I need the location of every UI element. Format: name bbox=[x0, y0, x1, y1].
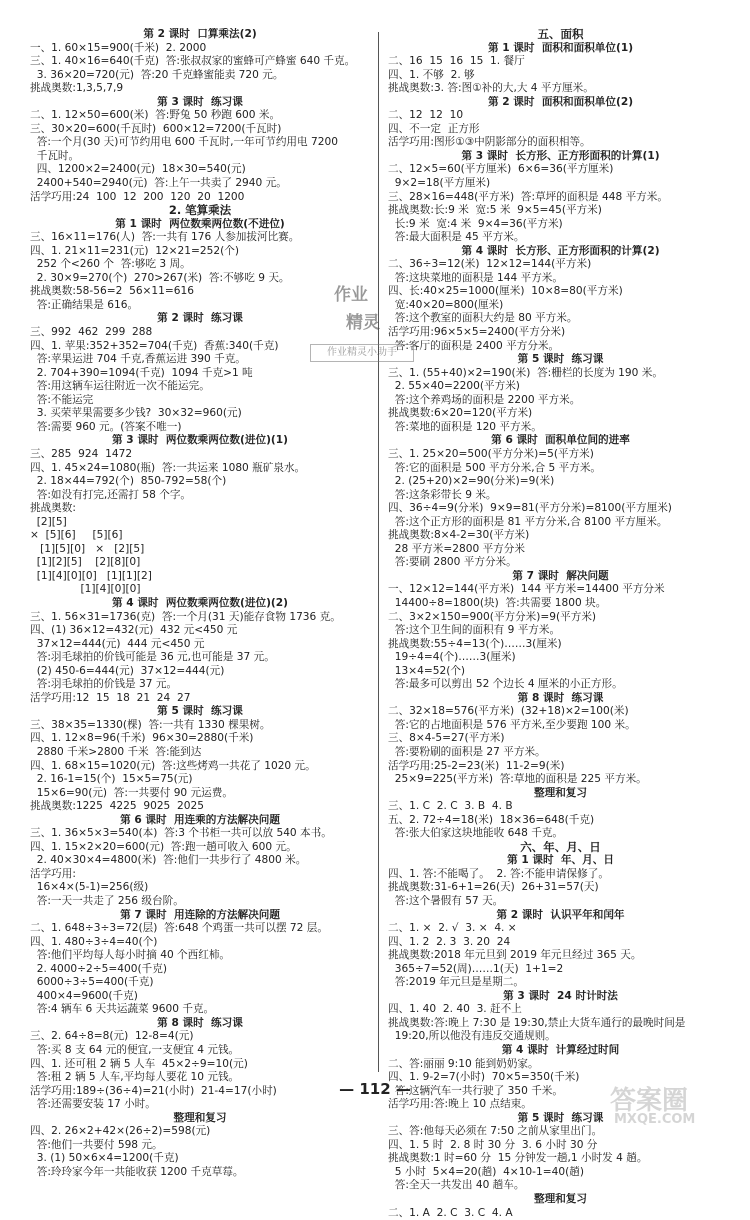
left-line: 答:他们一共要付 598 元。 bbox=[30, 1138, 163, 1151]
right-line: 二、12 12 10 bbox=[388, 109, 464, 122]
left-line: 四、1. 21×11=231(元) 12×21=252(个) bbox=[30, 244, 239, 257]
right-line: 答:这个正方形的面积是 81 平方分米,合 8100 平方厘米。 bbox=[388, 515, 668, 528]
left-line: 第 3 课时 练习课 bbox=[157, 95, 243, 108]
right-line: 19÷4=4(个)……3(厘米) bbox=[388, 651, 516, 664]
right-line: 挑战奥数:答:晚上 7:30 是 19:30,禁止大货车通行的最晚时间是 bbox=[388, 1016, 686, 1029]
left-line: 三、992 462 299 288 bbox=[30, 326, 153, 339]
left-line: 答:羽毛球拍的价钱可能是 36 元,也可能是 37 元。 bbox=[30, 651, 275, 664]
stamp-band: 作业精灵小助手 bbox=[310, 344, 414, 362]
right-line: 四、36÷4=9(分米) 9×9=81(平方分米)=8100(平方厘米) bbox=[388, 502, 672, 515]
stamp-logo bbox=[296, 278, 426, 366]
right-line: 宽:40×20=800(厘米) bbox=[388, 298, 504, 311]
right-line: 答:这块菜地的面积是 144 平方米。 bbox=[388, 271, 563, 284]
right-line: 二、3×2×150=900(平方分米)=9(平方米) bbox=[388, 610, 597, 623]
left-line: 活学巧用:189÷(36÷4)=21(小时) 21-4=17(小时) bbox=[30, 1084, 277, 1097]
right-line: 19:20,所以他没有违反交通规则。 bbox=[388, 1030, 556, 1043]
right-line: 365÷7=52(周)……1(天) 1+1=2 bbox=[388, 962, 564, 975]
left-line: 答:需要 960 元。(答案不唯一) bbox=[30, 420, 182, 433]
right-line: 挑战奥数:长:9 米 宽:5 米 9×5=45(平方米) bbox=[388, 204, 602, 217]
watermark-sub: MXQE.COM bbox=[614, 1112, 696, 1127]
right-line: 答:这个养鸡场的面积是 2200 平方米。 bbox=[388, 393, 581, 406]
right-line: 挑战奥数:2018 年元旦到 2019 年元旦经过 365 天。 bbox=[388, 949, 642, 962]
right-line: 第 7 课时 解决问题 bbox=[512, 569, 609, 582]
puzzle-line: [1][5][0] × [2][5] bbox=[30, 542, 145, 555]
left-line: (2) 450-6=444(元) 37×12=444(元) bbox=[30, 664, 225, 677]
right-line: 四、1. 5 时 2. 8 时 30 分 3. 6 小时 30 分 bbox=[388, 1138, 598, 1151]
left-line: 2. 704+390=1094(千克) 1094 千克>1 吨 bbox=[30, 366, 253, 379]
right-line: 答:要刷 2800 平方分米。 bbox=[388, 556, 517, 569]
left-line: 四、1. 12×8=96(千米) 96×30=2880(千米) bbox=[30, 732, 254, 745]
right-line: 第 2 课时 认识平年和闰年 bbox=[496, 908, 625, 921]
watermark-main: 答案圈 bbox=[610, 1086, 689, 1116]
right-line: 28 平方米=2800 平方分米 bbox=[388, 542, 525, 555]
right-line: 四、1. 2 2. 3 3. 20 24 bbox=[388, 935, 511, 948]
right-line: 挑战奥数:6×20=120(平方米) bbox=[388, 407, 533, 420]
left-line: 答:用这辆车运往附近一次不能运完。 bbox=[30, 380, 210, 393]
right-line: 五、2. 72÷4=18(米) 18×36=648(千克) bbox=[388, 813, 595, 826]
right-line: 活学巧用:图形①③中阴影部分的面积相等。 bbox=[388, 136, 591, 149]
right-line: 第 5 课时 练习课 bbox=[517, 353, 604, 366]
right-line: 挑战奥数:31-6+1=26(天) 26+31=57(天) bbox=[388, 881, 599, 894]
right-line: 答:张大伯家这块地能收 648 千克。 bbox=[388, 827, 563, 840]
left-line: 活学巧用:12 15 18 21 24 27 bbox=[30, 691, 191, 704]
left-line: 第 2 课时 口算乘法(2) bbox=[143, 28, 257, 40]
left-line: 第 7 课时 用连除的方法解决问题 bbox=[120, 908, 280, 921]
left-line: 答:正确结果是 616。 bbox=[30, 298, 139, 311]
puzzle-line: [1][4][0][0] [1][1][2] bbox=[30, 569, 152, 582]
right-line: 挑战奥数:55÷4=13(个)……3(厘米) bbox=[388, 637, 562, 650]
left-line: 答:苹果运进 704 千克,香蕉运进 390 千克。 bbox=[30, 353, 246, 366]
left-line: 15×6=90(元) 答:一共要付 90 元运费。 bbox=[30, 786, 233, 799]
left-line: 第 1 课时 两位数乘两位数(不进位) bbox=[115, 217, 285, 230]
left-line: 答:租 2 辆 5 人车,平均每人要花 10 元钱。 bbox=[30, 1071, 240, 1084]
right-line: 第 2 课时 面积和面积单位(2) bbox=[487, 95, 634, 108]
right-line: 四、1. 40 2. 40 3. 赶不上 bbox=[388, 1003, 522, 1016]
right-line: 六、年、月、日 bbox=[520, 840, 601, 854]
left-line: 2. 30×9=270(个) 270>267(米) 答:不够吃 9 天。 bbox=[30, 271, 290, 284]
left-line: 3. 买荣苹果需要多少钱? 30×32=960(元) bbox=[30, 407, 242, 420]
right-line: 答:这条彩带长 9 米。 bbox=[388, 488, 497, 501]
left-line: 二、1. 12×50=600(米) 答:野兔 50 秒跑 600 米。 bbox=[30, 109, 281, 122]
left-line: 挑战奥数:1225 4225 9025 2025 bbox=[30, 800, 204, 813]
right-line: 四、长:40×25=1000(厘米) 10×8=80(平方米) bbox=[388, 285, 623, 298]
left-line: 活学巧用: bbox=[30, 867, 76, 880]
right-line: 三、8×4-5=27(平方米) bbox=[388, 732, 505, 745]
left-line: 第 5 课时 练习课 bbox=[157, 705, 243, 718]
right-line: 第 8 课时 练习课 bbox=[517, 691, 604, 704]
left-line: 挑战奥数:58-56=2 56×11=616 bbox=[30, 285, 195, 298]
right-line: 答:最多可以剪出 52 个边长 4 厘米的小正方形。 bbox=[388, 678, 623, 691]
left-line: 2. 40×30×4=4800(米) 答:他们一共步行了 4800 米。 bbox=[30, 854, 307, 867]
left-line: 二、1. 648÷3÷3=72(层) 答:648 个鸡蛋一共可以摆 72 层。 bbox=[30, 922, 328, 935]
left-line: 第 8 课时 练习课 bbox=[157, 1016, 243, 1029]
left-line: 挑战奥数: bbox=[30, 502, 76, 515]
right-line: 活学巧用:96×5×5=2400(平方分米) bbox=[388, 326, 566, 339]
left-line: 2. 16-1=15(个) 15×5=75(元) bbox=[30, 773, 193, 786]
right-line: 二、16 15 16 15 1. 餐厅 bbox=[388, 55, 525, 68]
left-line: 第 4 课时 两位数乘两位数(进位)(2) bbox=[112, 596, 288, 609]
left-line: 千瓦时。 bbox=[30, 149, 80, 162]
right-line: 二、1. × 2. √ 3. × 4. × bbox=[388, 922, 517, 935]
left-line: 三、38×35=1330(棵) 答:一共有 1330 棵果树。 bbox=[30, 718, 271, 731]
right-line: 答:最大面积是 45 平方米。 bbox=[388, 231, 525, 244]
left-line: 三、16×11=176(人) 答:一共有 176 人参加拔河比赛。 bbox=[30, 231, 300, 244]
right-line: 答:这个暑假有 57 天。 bbox=[388, 895, 504, 907]
left-line: 2400+540=2940(元) 答:上午一共卖了 2940 元。 bbox=[30, 177, 287, 190]
right-line: 第 3 课时 长方形、正方形面积的计算(1) bbox=[461, 149, 660, 162]
left-line: 答:玲玲家今年一共能收获 1200 千克草莓。 bbox=[30, 1165, 244, 1178]
left-line: 三、1. 56×31=1736(克) 答:一个月(31 天)能存食物 1736 克。 bbox=[30, 610, 341, 623]
left-line: 6000÷3÷5=400(千克) bbox=[30, 976, 154, 989]
right-line: 挑战奥数:1 时=60 分 15 分钟发一趟,1 小时发 4 趟。 bbox=[388, 1152, 648, 1165]
right-line: 第 4 课时 长方形、正方形面积的计算(2) bbox=[461, 244, 660, 257]
left-line: 第 2 课时 练习课 bbox=[157, 312, 243, 325]
right-line: 四、1. 不够 2. 够 bbox=[388, 68, 475, 81]
left-line: 3. (1) 50×6×4=1200(千克) bbox=[30, 1152, 179, 1165]
left-line: 3. 36×20=720(元) 答:20 千克蜂蜜能卖 720 元。 bbox=[30, 68, 284, 81]
right-line: 四、1. 答:不能喝了。 2. 答:不能申请保修了。 bbox=[388, 867, 609, 880]
left-line: 2. 笔算乘法 bbox=[168, 204, 232, 218]
left-line: 四、1. 45×24=1080(瓶) 答:一共运来 1080 瓶矿泉水。 bbox=[30, 461, 306, 474]
left-line: 四、(1) 36×12=432(元) 432 元<450 元 bbox=[30, 624, 238, 637]
puzzle-line: [2][5] bbox=[30, 515, 74, 528]
left-line: 一、1. 60×15=900(千米) 2. 2000 bbox=[30, 41, 207, 54]
left-line: 三、2. 64÷8=8(元) 12-8=4(元) bbox=[30, 1030, 194, 1043]
right-line: 二、32×18=576(平方米) (32+18)×2=100(米) bbox=[388, 705, 629, 718]
right-line: 三、1. 25×20=500(平方分米)=5(平方米) bbox=[388, 447, 594, 460]
right-line: 活学巧用:25-2=23(米) 11-2=9(米) bbox=[388, 759, 565, 772]
right-line: 长:9 米 宽:4 米 9×4=36(平方米) bbox=[388, 217, 563, 230]
right-line: 活学巧用:答:晚上 10 点结束。 bbox=[388, 1098, 532, 1111]
left-line: 答:还需要安装 17 小时。 bbox=[30, 1098, 156, 1111]
column-divider bbox=[378, 32, 379, 1072]
right-line: 答:2019 年元旦是星期二。 bbox=[388, 976, 524, 989]
left-line: 400×4=9600(千克) bbox=[30, 989, 138, 1002]
left-line: 答:4 辆车 6 天共运蔬菜 9600 千克。 bbox=[30, 1003, 215, 1016]
right-line: 答:它的占地面积是 576 平方米,至少要跑 100 米。 bbox=[388, 718, 636, 731]
right-line: 四、不一定 正方形 bbox=[388, 122, 480, 135]
right-line: 二、答:丽丽 9:10 能到奶奶家。 bbox=[388, 1057, 539, 1070]
right-line: 第 6 课时 面积单位间的进率 bbox=[491, 434, 630, 447]
right-line: 5 小时 5×4=20(趟) 4×10-1=40(趟) bbox=[388, 1165, 584, 1178]
left-line: 答:如没有打完,还需打 58 个字。 bbox=[30, 488, 192, 501]
left-line: 活学巧用:24 100 12 200 120 20 1200 bbox=[30, 190, 245, 203]
left-line: 16×4×(5-1)=256(级) bbox=[30, 881, 149, 894]
stamp-line2: 精灵 bbox=[346, 313, 380, 333]
left-line: 2. 18×44=792(个) 850-792=58(个) bbox=[30, 475, 227, 488]
stamp-line1: 作业 bbox=[334, 285, 368, 305]
right-line: 答:客厅的面积是 2400 平方分米。 bbox=[388, 339, 560, 352]
left-line: 第 3 课时 两位数乘两位数(进位)(1) bbox=[112, 434, 288, 447]
left-column bbox=[30, 28, 370, 1179]
left-line: 三、285 924 1472 bbox=[30, 447, 133, 460]
right-line: 答:要粉刷的面积是 27 平方米。 bbox=[388, 745, 546, 758]
right-line: 挑战奥数:3. 答:图①补的大,大 4 平方厘米。 bbox=[388, 82, 594, 95]
right-line: 答:这个卫生间的面积有 9 平方米。 bbox=[388, 624, 561, 637]
right-line: 2. 55×40=2200(平方米) bbox=[388, 380, 520, 393]
left-line: 答:一天一共走了 256 级台阶。 bbox=[30, 895, 184, 907]
right-line: 第 1 课时 面积和面积单位(1) bbox=[487, 41, 634, 54]
left-line: 252 个<260 个 答:够吃 3 周。 bbox=[30, 258, 191, 271]
puzzle-line: [1][2][5] [2][8][0] bbox=[30, 556, 141, 569]
right-line: 挑战奥数:8×4-2=30(平方米) bbox=[388, 529, 530, 542]
right-line: 二、36÷3=12(米) 12×12=144(平方米) bbox=[388, 258, 592, 271]
right-line: 第 5 课时 练习课 bbox=[517, 1111, 604, 1124]
left-line: 四、1200×2=2400(元) 18×30=540(元) bbox=[30, 163, 246, 176]
right-line: 13×4=52(个) bbox=[388, 664, 466, 677]
right-line: 答:全天一共发出 40 趟车。 bbox=[388, 1179, 525, 1192]
left-line: 整理和复习 bbox=[173, 1111, 227, 1124]
left-line: 挑战奥数:1,3,5,7,9 bbox=[30, 82, 124, 95]
puzzle-line: [1][4][0][0] bbox=[30, 583, 141, 596]
left-line: 三、30×20=600(千瓦时) 600×12=7200(千瓦时) bbox=[30, 122, 282, 135]
right-line: 三、1. (55+40)×2=190(米) 答:栅栏的长度为 190 米。 bbox=[388, 366, 663, 379]
right-line: 14400÷8=1800(块) 答:共需要 1800 块。 bbox=[388, 596, 607, 609]
left-line: 答:羽毛球拍的价钱是 37 元。 bbox=[30, 678, 178, 691]
left-line: 答:买 8 支 64 元的便宜,一支便宜 4 元钱。 bbox=[30, 1044, 240, 1057]
left-line: 四、1. 苹果:352+352=704(千克) 香蕉:340(千克) bbox=[30, 339, 279, 352]
left-line: 四、1. 68×15=1020(元) 答:这些烤鸡一共花了 1020 元。 bbox=[30, 759, 316, 772]
left-line: 四、1. 480÷3÷4=40(个) bbox=[30, 935, 158, 948]
right-line: 第 1 课时 年、月、日 bbox=[507, 854, 614, 867]
watermark-logo bbox=[610, 1080, 738, 1128]
left-line: 四、1. 还可租 2 辆 5 人车 45×2÷9=10(元) bbox=[30, 1057, 248, 1070]
left-line: 2880 千米>2800 千米 答:能到达 bbox=[30, 745, 202, 758]
right-line: 三、答:他每天必须在 7:50 之前从家里出门。 bbox=[388, 1125, 603, 1138]
right-line: 第 3 课时 24 时计时法 bbox=[503, 989, 618, 1002]
left-line: 答:不能运完 bbox=[30, 393, 94, 406]
left-line: 三、1. 40×16=640(千克) 答:张叔叔家的蜜蜂可产蜂蜜 640 千克。 bbox=[30, 55, 356, 68]
right-line: 二、12×5=60(平方厘米) 6×6=36(平方厘米) bbox=[388, 163, 614, 176]
right-line: 25×9=225(平方米) 答:草地的面积是 225 平方米。 bbox=[388, 773, 647, 786]
left-line: 四、1. 15×2×20=600(元) 答:跑一趟可收入 600 元。 bbox=[30, 840, 297, 853]
right-line: 四、1. 9-2=7(小时) 70×5=350(千米) bbox=[388, 1071, 580, 1084]
left-line: 第 6 课时 用连乘的方法解决问题 bbox=[120, 813, 280, 826]
right-line: 五、面积 bbox=[537, 28, 584, 41]
right-line: 三、28×16=448(平方米) 答:草坪的面积是 448 平方米。 bbox=[388, 190, 668, 203]
left-line: 答:一个月(30 天)可节约用电 600 千瓦时,一年可节约用电 7200 bbox=[30, 136, 338, 149]
right-line: 一、12×12=144(平方米) 144 平方米=14400 平方分米 bbox=[388, 583, 665, 596]
right-line: 答:菜地的面积是 120 平方米。 bbox=[388, 420, 542, 433]
right-line: 9×2=18(平方厘米) bbox=[388, 177, 491, 190]
left-line: 四、2. 26×2+42×(26÷2)=598(元) bbox=[30, 1125, 211, 1138]
right-line: 答:这辆汽车一共行驶了 350 千米。 bbox=[388, 1084, 563, 1097]
right-line: 整理和复习 bbox=[534, 1193, 587, 1206]
left-line: 2. 4000÷2÷5=400(千克) bbox=[30, 962, 167, 975]
left-line: 三、1. 36×5×3=540(本) 答:3 个书柜一共可以放 540 本书。 bbox=[30, 827, 332, 840]
left-line: 37×12=444(元) 444 元<450 元 bbox=[30, 637, 205, 650]
right-line: 第 4 课时 计算经过时间 bbox=[501, 1044, 620, 1057]
page-number: — 112 — bbox=[339, 1080, 411, 1098]
right-line: 2. (25+20)×2=90(分米)=9(米) bbox=[388, 475, 555, 488]
right-line: 答:这个教室的面积大约是 80 平方米。 bbox=[388, 312, 578, 325]
puzzle-line: × [5][6] [5][6] bbox=[30, 529, 123, 542]
left-line: 答:他们平均每人每小时摘 40 个西红柿。 bbox=[30, 949, 231, 962]
right-line: 整理和复习 bbox=[534, 786, 587, 799]
right-column bbox=[388, 28, 733, 1220]
right-line: 答:它的面积是 500 平方分米,合 5 平方米。 bbox=[388, 461, 602, 474]
right-line: 三、1. C 2. C 3. B 4. B bbox=[388, 800, 513, 813]
right-line: 二、1. A 2. C 3. C 4. A bbox=[388, 1206, 513, 1219]
